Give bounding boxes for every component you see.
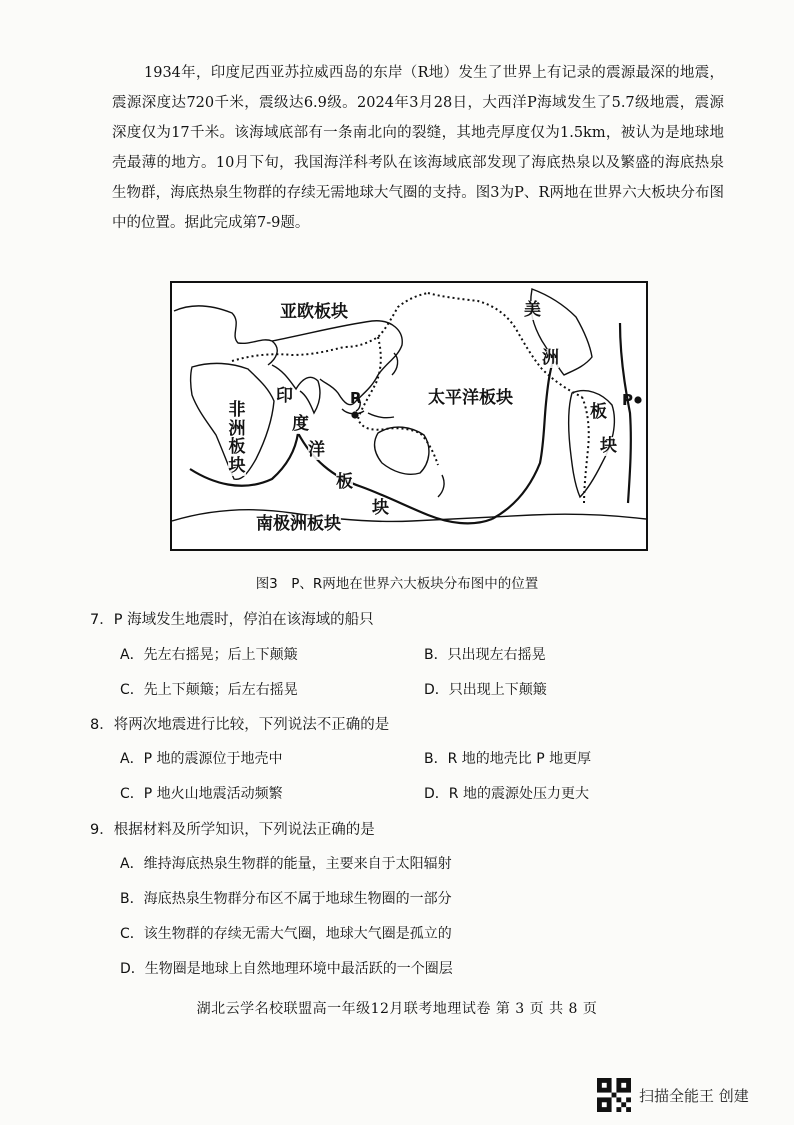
p-point-label: P — [622, 391, 633, 409]
question-7-option-d: D．只出现上下颠簸 — [424, 682, 547, 698]
african-plate-label — [228, 401, 246, 476]
question-7-stem: 7．P 海域发生地震时，停泊在该海域的船只 — [90, 612, 374, 628]
intro-text — [112, 58, 724, 238]
indian-plate-char: 度 — [292, 414, 309, 434]
question-8-option-b: B．R 地的地壳比 P 地更厚 — [424, 751, 592, 767]
scanner-watermark — [597, 1078, 749, 1112]
question-7-option-a: A．先左右摇晃；后上下颠簸 — [120, 647, 298, 663]
african-plate-char: 洲 — [228, 418, 246, 439]
question-9-option-b: B．海底热泉生物群分布区不属于地球生物圈的一部分 — [120, 891, 452, 907]
question-9-option-a: A．维持海底热泉生物群的能量，主要来自于太阳辐射 — [120, 856, 452, 872]
eurasian-plate-label: 亚欧板块 — [280, 302, 348, 322]
intro-paragraph: 1934年，印度尼西亚苏拉威西岛的东岸（R地）发生了世界上有记录的震源最深的地震，震源深度达720千米，震级达6.9级。2024年3月28日，大西洋P海域发生了5.7级地震，震源深度仅为17千米。该海域底部有一条南北向的裂缝，其地壳厚度仅为1.5km，被认为是地球地壳最薄的地方。10月下旬，我国海洋科考队在该海域底部发现了海底热泉以及繁盛的海底热泉生物群，海底热泉生物群的存续无需地球大气圈的支持。图3为P、R两地在世界六大板块分布图中的位置。据此完成第7-9题。 — [112, 65, 724, 231]
indian-plate-char: 块 — [372, 498, 389, 518]
american-plate-char: 块 — [600, 436, 617, 456]
question-7-option-b: B．只出现左右摇晃 — [424, 647, 546, 663]
indian-plate-char: 洋 — [308, 440, 325, 460]
american-plate-char: 洲 — [542, 348, 559, 368]
question-8-option-d: D．R 地的震源处压力更大 — [424, 786, 589, 802]
indian-plate-char: 印 — [276, 386, 293, 406]
r-point-marker — [351, 411, 358, 418]
indian-plate-char: 板 — [336, 472, 353, 492]
american-plate-char: 美 — [524, 300, 541, 320]
question-9-stem: 9．根据材料及所学知识，下列说法正确的是 — [90, 822, 375, 838]
r-point-label: R — [350, 389, 362, 407]
african-plate-char: 块 — [228, 456, 246, 477]
question-9-option-d: D．生物圈是地球上自然地理环境中最活跃的一个圈层 — [120, 961, 453, 977]
african-plate-char: 非 — [228, 400, 246, 420]
american-plate-char: 板 — [590, 402, 607, 422]
question-9-option-c: C．该生物群的存续无需大气圈，地球大气圈是孤立的 — [120, 926, 452, 942]
question-8-option-c: C．P 地火山地震活动频繁 — [120, 786, 283, 802]
antarctic-plate-label: 南极洲板块 — [256, 514, 341, 534]
watermark-text: 扫描全能王 创建 — [639, 1086, 749, 1105]
question-8-option-a: A．P 地的震源位于地壳中 — [120, 751, 283, 767]
question-8-stem: 8．将两次地震进行比较，下列说法不正确的是 — [90, 717, 390, 733]
p-point-marker — [634, 396, 641, 403]
question-7-option-c: C．先上下颠簸；后左右摇晃 — [120, 682, 298, 698]
african-plate-char: 板 — [228, 437, 246, 458]
plate-map-figure — [170, 281, 648, 551]
qr-code-icon — [597, 1078, 631, 1112]
pacific-plate-label: 太平洋板块 — [428, 388, 513, 408]
page-footer: 湖北云学名校联盟高一年级12月联考地理试卷 第 3 页 共 8 页 — [196, 1001, 598, 1017]
figure-caption: 图3 P、R两地在世界六大板块分布图中的位置 — [255, 576, 539, 592]
